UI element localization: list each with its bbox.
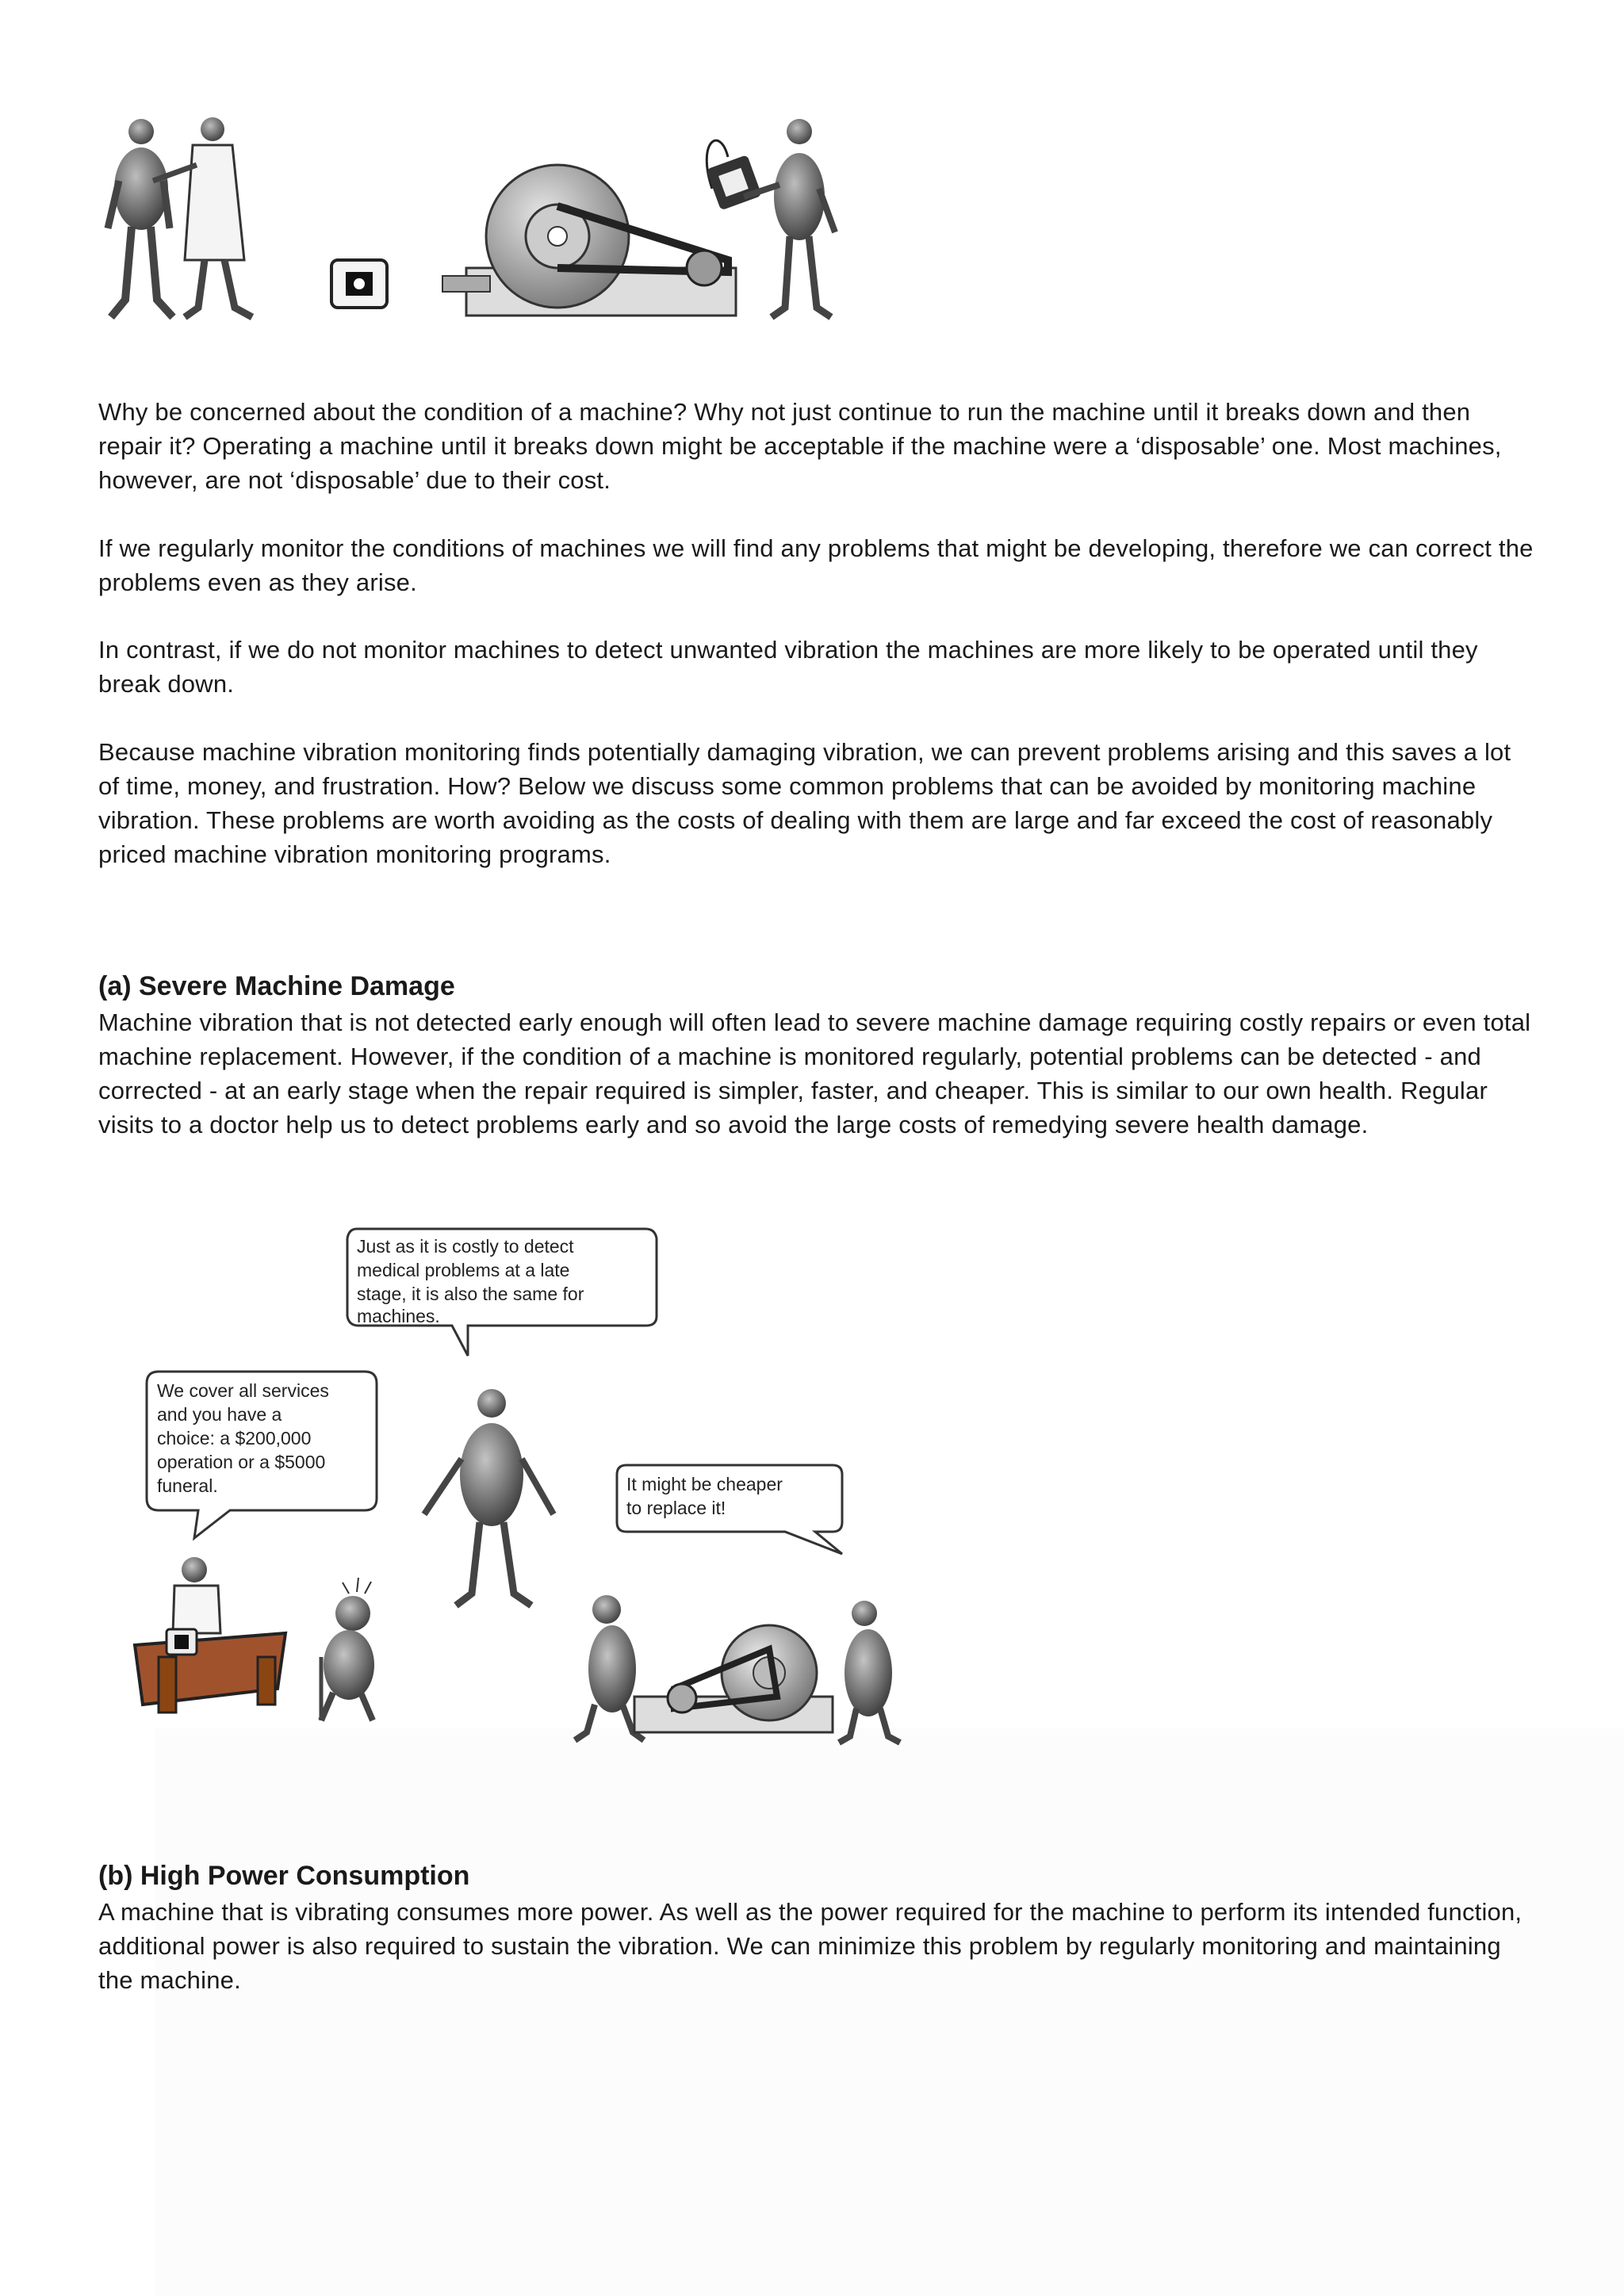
page-shade [155, 1728, 1624, 2296]
bubble-left-line-1: We cover all services [157, 1380, 329, 1401]
intro-paragraph-3: In contrast, if we do not monitor machines to detect unwanted vibration the machines are more likely to be operated until they break down. [98, 636, 1478, 698]
broken-machine-icon [634, 1625, 833, 1732]
intro-paragraph-2: If we regularly monitor the conditions of machines we will find any problems that might be developing, therefore we can correct the problems even as they arise. [98, 534, 1534, 596]
bubble-center-line-2: medical problems at a late [357, 1260, 570, 1280]
section-b-body: A machine that is vibrating consumes more power. As well as the power required for the machine to perform its intended function, additional power is also required to sustain the vibration. We can minimize this problem by regularly monitoring and maintaining the machine. [98, 1898, 1522, 1994]
bubble-right-line-1: It might be cheaper [626, 1474, 783, 1494]
bubble-left-line-4: operation or a $5000 [157, 1452, 326, 1472]
bubble-left-line-5: funeral. [157, 1475, 218, 1496]
section-b-heading: (b) High Power Consumption [98, 1861, 470, 1891]
top-illustration [94, 109, 855, 347]
bubble-center-line-4: machines. [357, 1306, 440, 1326]
patient-figure-icon [108, 119, 173, 317]
intro-paragraph-1: Why be concerned about the condition of a machine? Why not just continue to run the machine until it breaks down and then repair it? Operating a machine until it breaks down might be acceptable if the machine were a ‘disposable’ one. Most machines, however, are not ‘disposable’ due to their cost. [98, 398, 1502, 494]
bubble-left-line-2: and you have a [157, 1404, 282, 1425]
bubble-center-line-1: Just as it is costly to detect [357, 1236, 574, 1257]
machine-icon [442, 165, 736, 316]
bubble-left-line-3: choice: a $200,000 [157, 1428, 312, 1448]
section-a-body: Machine vibration that is not detected early enough will often lead to severe machine damage requiring costly repairs or even total machine replacement. However, if the condition of a machine is monitored regularly, potential problems can be detected - and corrected - at an early stage when the repair required is simpler, faster, and cheaper. This is similar to our own health. Regular visits to a doctor help us to detect problems early and so avoid the large costs of remedying severe health damage. [98, 1008, 1531, 1138]
speech-bubble-center [347, 1229, 657, 1356]
narrator-figure-icon [424, 1389, 553, 1605]
doctor-cartoon-illustration [119, 1213, 912, 1752]
intro-paragraph-4: Because machine vibration monitoring finds potentially damaging vibration, we can prevent problems arising and this saves a lot of time, money, and frustration. How? Below we discuss some common problems that can be avoided by monitoring machine vibration. These problems are worth avoiding as the costs of dealing with them are large and far exceed the cost of reasonably priced machine vibration monitoring programs. [98, 738, 1511, 868]
technician-right-icon [839, 1601, 900, 1743]
section-a-heading: (a) Severe Machine Damage [98, 971, 455, 1001]
speech-bubble-right [617, 1465, 842, 1554]
vibration-monitor-icon [331, 260, 387, 308]
bubble-right-line-2: to replace it! [626, 1498, 726, 1518]
bubble-center-line-3: stage, it is also the same for [357, 1284, 584, 1304]
seated-patient-icon [321, 1578, 374, 1720]
doctor-at-desk-icon [135, 1557, 285, 1712]
speech-bubble-left [147, 1372, 377, 1538]
